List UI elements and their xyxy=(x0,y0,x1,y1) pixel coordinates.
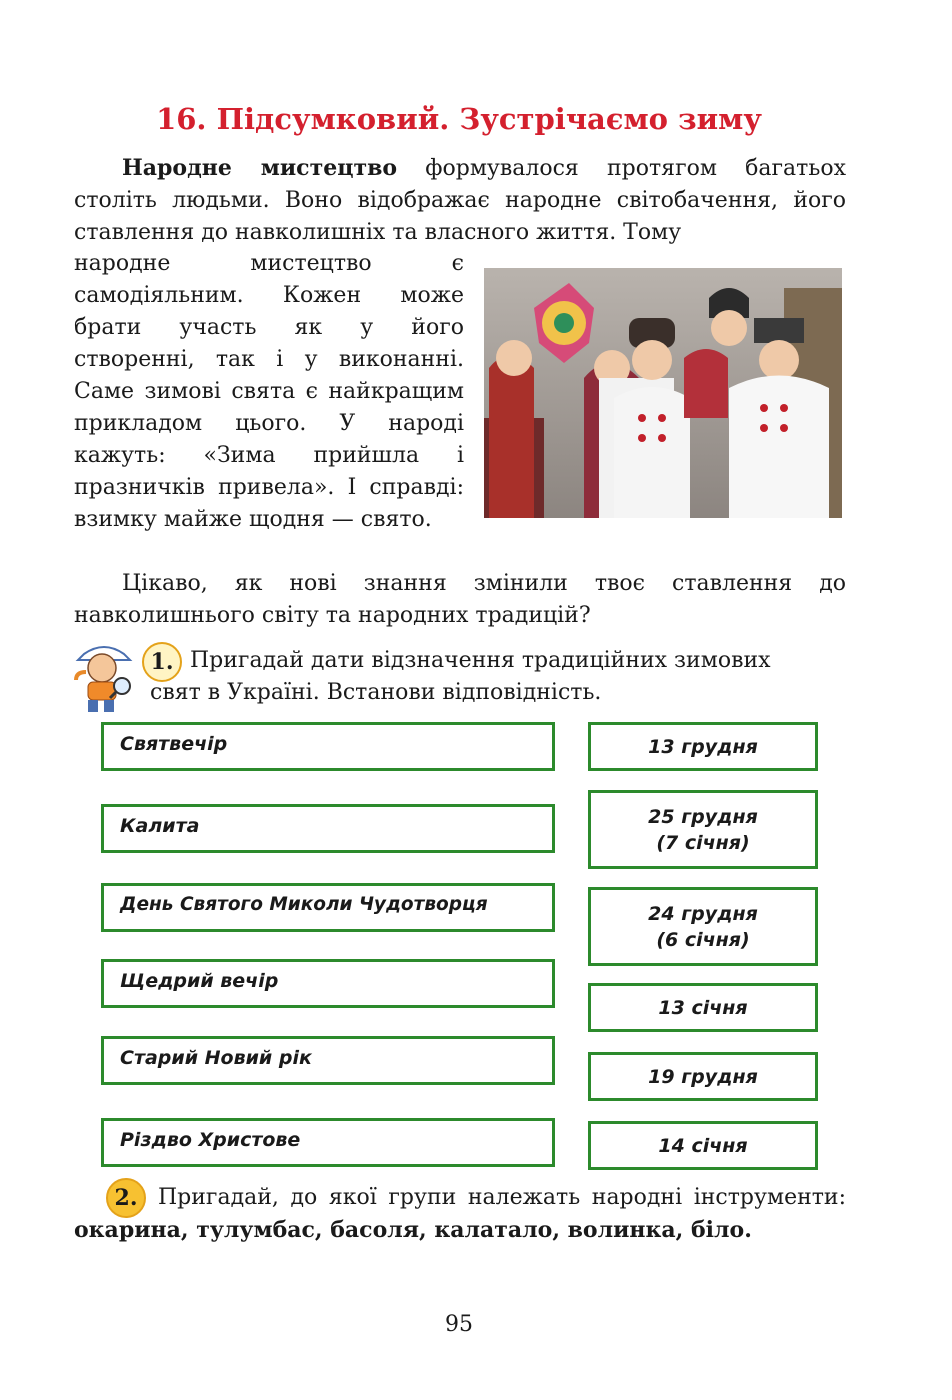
date-label: 24 грудня (6 січня) xyxy=(648,902,758,951)
task-2-text: Пригадай, до якої групи належать народні інструменти: xyxy=(158,1185,846,1210)
task-1-instruction: Пригадай дати відзначення традиційних зимових xyxy=(190,648,771,673)
task-2-instruction xyxy=(74,1182,846,1247)
date-box[interactable] xyxy=(588,983,818,1032)
holiday-box[interactable]: Щедрий вечір xyxy=(101,959,555,1008)
reflection-question: Цікаво, як нові знання змінили твоє ставлення до навколишнього світу та народних традицій? xyxy=(74,571,846,628)
holiday-box[interactable]: День Святого Миколи Чудотворця xyxy=(101,883,555,932)
intro-column-text: народне мистецтво є самодіяльним. Кожен може брати участь як у його створенні, так і у виконанні. Саме зимові свята є найкращим прикладом цього. У народі кажуть: «Зима прийшла і празничків привела». І справді: взимку майже щодня — свято. xyxy=(74,251,464,532)
date-box[interactable] xyxy=(588,887,818,966)
date-box[interactable] xyxy=(588,1121,818,1170)
page-title: 16. Підсумковий. Зустрічаємо зиму xyxy=(156,102,762,136)
carolers-photo xyxy=(484,268,842,518)
task-2-number-badge: 2. xyxy=(106,1178,146,1218)
intro-paragraph xyxy=(74,152,846,249)
boy-with-magnifier-icon xyxy=(70,640,140,714)
date-label: 25 грудня (7 січня) xyxy=(648,805,758,854)
date-box[interactable] xyxy=(588,790,818,869)
intro-bold-term: Народне мистецтво xyxy=(122,155,398,181)
task-1-instruction-cont: свят в Україні. Встанови відповідність. xyxy=(150,680,602,705)
page-number: 95 xyxy=(445,1312,473,1337)
date-label: 14 січня xyxy=(658,1134,748,1157)
holiday-box[interactable]: Калита xyxy=(101,804,555,853)
date-box[interactable] xyxy=(588,1052,818,1101)
holiday-box[interactable]: Різдво Христове xyxy=(101,1118,555,1167)
holiday-box[interactable]: Святвечір xyxy=(101,722,555,771)
date-label: 19 грудня xyxy=(648,1065,758,1088)
task-2-instruments: окарина, тулумбас, басоля, калатало, волинка, біло. xyxy=(74,1217,752,1243)
date-label: 13 грудня xyxy=(648,735,758,758)
date-label: 13 січня xyxy=(658,996,748,1019)
intro-text: формувалося протягом багатьох століть людьми. Воно відображає народне світобачення, його ставлення до навколишніх та власного життя. Тому xyxy=(74,156,846,245)
holiday-box[interactable]: Старий Новий рік xyxy=(101,1036,555,1085)
task-1-number-badge: 1. xyxy=(142,642,182,682)
date-box[interactable] xyxy=(588,722,818,771)
